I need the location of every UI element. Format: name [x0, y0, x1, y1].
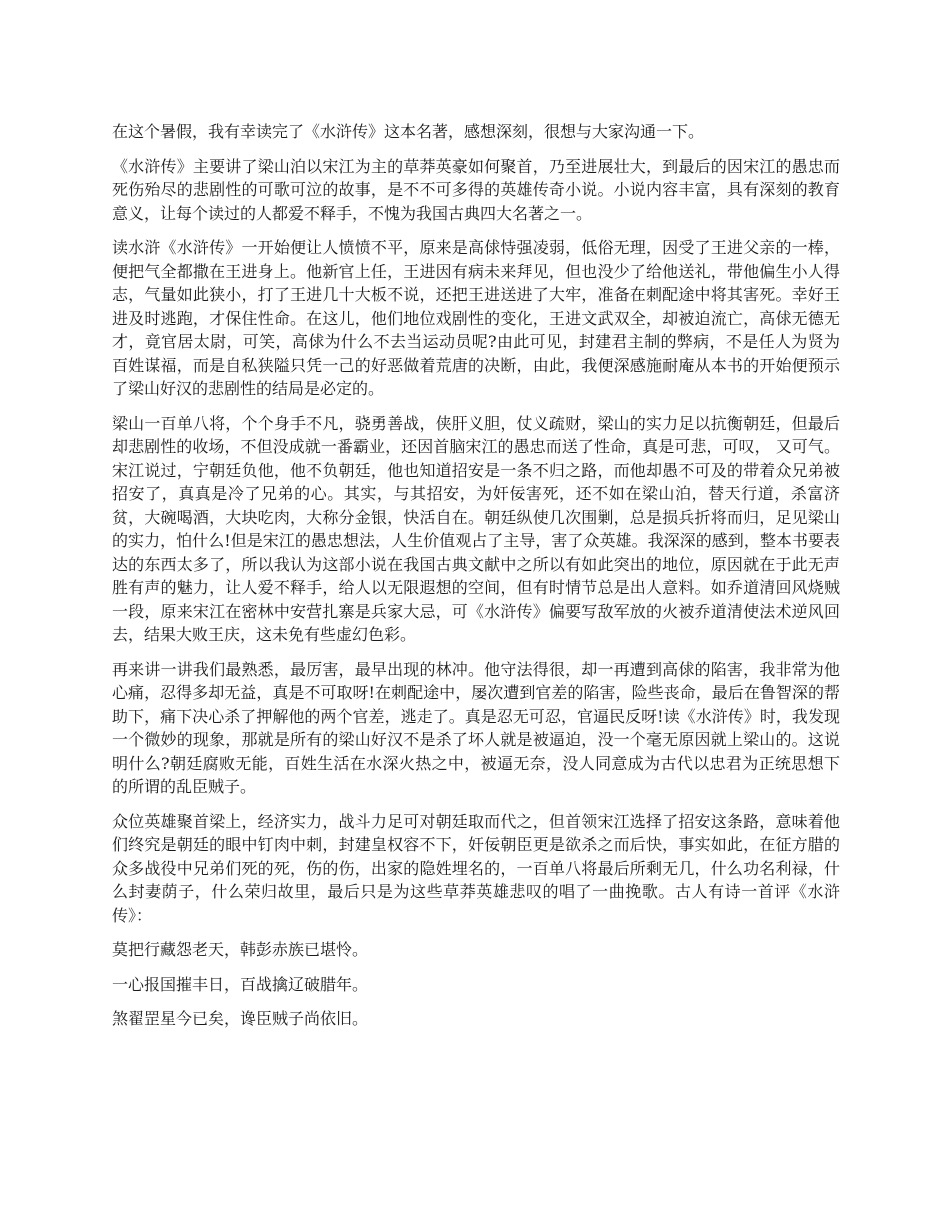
paragraph-zhaoan: 众位英雄聚首梁上，经济实力，战斗力足可对朝廷取而代之，但首领宋江选择了招安这条路，意味着他们终究是朝廷的眼中钉肉中刺，封建皇权容不下，奸佞朝臣更是欲杀之而后快，事实如此，在征方腊的众多战役中兄弟们死的死，伤的伤，出家的隐姓埋名的，一百单八将最后所剩无几，什么功名利禄，什么封妻荫子，什么荣归故里，最后只是为这些草莽英雄悲叹的唱了一曲挽歌。古人有诗一首评《水浒传》：	[112, 811, 840, 925]
paragraph-liangshan: 梁山一百单八将，个个身手不凡，骁勇善战，侠肝义胆，仗义疏财，梁山的实力足以抗衡朝廷，但最后却悲剧性的收场，不但没成就一番霸业，还因首脑宋江的愚忠而送了性命，真是可悲，可叹， 又可气。宋江说过，宁朝廷负他，他不负朝廷，他也知道招安是一条不归之路，而他却愚不可及的带着众兄弟被招安了，真真是冷了兄弟的心。其实，与其招安，为奸佞害死，还不如在梁山泊，替天行道，杀富济贫，大碗喝酒，大块吃肉，大称分金银，快活自在。朝廷纵使几次围剿，总是损兵折将而归，足见梁山的实力，怕什么!但是宋江的愚忠想法，人生价值观占了主导，害了众英雄。我深深的感到，整本书要表达的东西太多了，所以我认为这部小说在我国古典文献中之所以有如此突出的地位，原因就在于此无声胜有声的魅力，让人爱不释手，给人以无限遐想的空间，但有时情节总是出人意料。如乔道清回风烧贼一段，原来宋江在密林中安营扎寨是兵家大忌，可《水浒传》偏要写敌军放的火被乔道清使法术逆风回去，结果大败王庆，这未免有些虚幻色彩。	[112, 413, 840, 644]
paragraph-linchong: 再来讲一讲我们最熟悉，最厉害，最早出现的林冲。他守法得很，却一再遭到高俅的陷害，我非常为他心痛，忍得多却无益，真是不可取呀!在刺配途中，屡次遭到官差的陷害，险些丧命，最后在鲁智深的帮助下，痛下决心杀了押解他的两个官差，逃走了。真是忍无可忍，官逼民反呀!读《水浒传》时，我发现一个微妙的现象，那就是所有的梁山好汉不是杀了坏人就是被逼迫，没一个毫无原因就上梁山的。这说明什么?朝廷腐败无能，百姓生活在水深火热之中，被逼无奈，没人同意成为古代以忠君为正统思想下的所谓的乱臣贼子。	[112, 659, 840, 796]
paragraph-summary: 《水浒传》主要讲了梁山泊以宋江为主的草莽英豪如何聚首，乃至进展壮大，到最后的因宋江的愚忠而死伤殆尽的悲剧性的可歌可泣的故事，是不不可多得的英雄传奇小说。小说内容丰富，具有深刻的教育意义，让每个读过的人都爱不释手，不愧为我国古典四大名著之一。	[112, 156, 840, 223]
document-body	[112, 120, 840, 1042]
poem-line-3: 煞翟罡星今已矣，谗臣贼子尚依旧。	[112, 1009, 369, 1028]
paragraph-intro: 在这个暑假，我有幸读完了《水浒传》这本名著，感想深刻，很想与大家沟通一下。	[112, 122, 705, 141]
paragraph-gaoqiu: 读水浒《水浒传》一开始便让人愤愤不平，原来是高俅恃强凌弱，低俗无理，因受了王进父亲的一棒，便把气全都撒在王进身上。他新官上任，王进因有病未来拜见，但也没少了给他送礼，带他偏生小人得志，气量如此狭小，打了王进几十大板不说，还把王进送进了大牢，准备在刺配途中将其害死。幸好王进及时逃跑，才保住性命。在这儿，他们地位戏剧性的变化，王进文武双全，却被迫流亡，高俅无德无才，竟官居太尉，可笑，高俅为什么不去当运动员呢?由此可见，封建君主制的弊病，不是任人为贤为百姓谋福，而是自私狭隘只凭一己的好恶做着荒唐的决断，由此，我便深感施耐庵从本书的开始便预示了梁山好汉的悲剧性的结局是必定的。	[112, 238, 840, 398]
poem-line-1: 莫把行藏怨老天，韩彭赤族已堪怜。	[112, 940, 369, 959]
poem-line-2: 一心报国摧丰日，百战擒辽破腊年。	[112, 974, 369, 994]
